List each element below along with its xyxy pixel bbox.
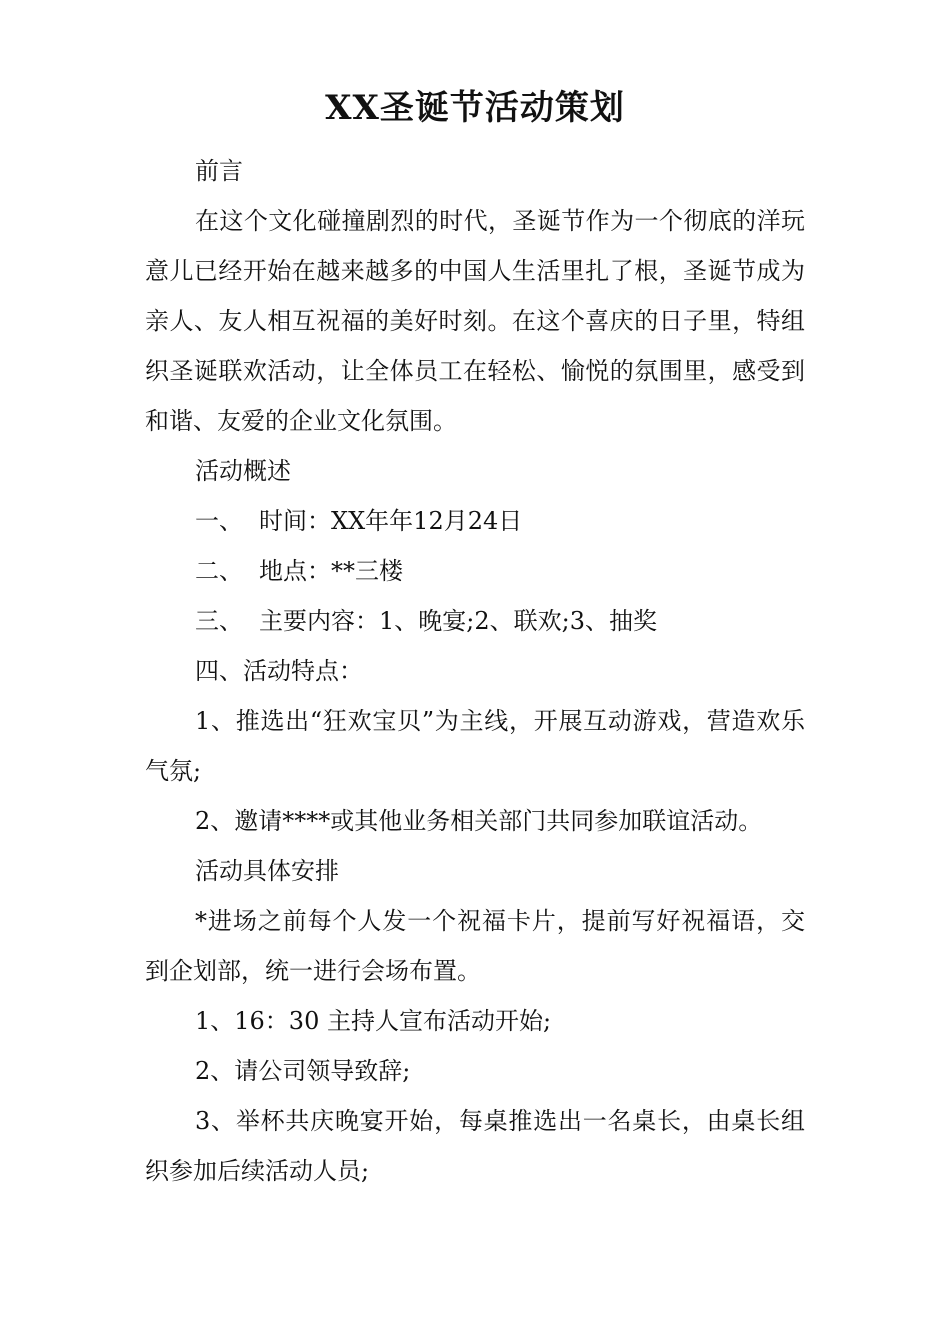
overview-item-label: 三、 xyxy=(195,607,243,635)
section-heading-overview: 活动概述 xyxy=(195,457,291,485)
overview-item-text: 时间：XX年年12月24日 xyxy=(259,507,523,535)
overview-item-location xyxy=(145,546,805,596)
overview-item-text: 地点：**三楼 xyxy=(259,557,403,585)
section-heading-preface: 前言 xyxy=(195,157,243,185)
overview-item-text: 主要内容：1、晚宴;2、联欢;3、抽奖 xyxy=(259,607,657,635)
feature-item-1: 1、推选出“狂欢宝贝”为主线，开展互动游戏，营造欢乐气氛; xyxy=(145,707,805,785)
overview-item-label: 二、 xyxy=(195,557,243,585)
document-body xyxy=(145,146,805,1196)
section-heading-schedule: 活动具体安排 xyxy=(195,857,339,885)
features-heading: 四、活动特点： xyxy=(195,657,363,685)
feature-item-2: 2、邀请****或其他业务相关部门共同参加联谊活动。 xyxy=(195,807,763,835)
schedule-item-3: 3、举杯共庆晚宴开始，每桌推选出一名桌长，由桌长组织参加后续活动人员; xyxy=(145,1107,805,1185)
document-title: XX圣诞节活动策划 xyxy=(325,88,625,128)
overview-item-content xyxy=(145,596,805,646)
preface-paragraph: 在这个文化碰撞剧烈的时代，圣诞节作为一个彻底的洋玩意儿已经开始在越来越多的中国人生活里扎了根，圣诞节成为亲人、友人相互祝福的美好时刻。在这个喜庆的日子里，特组织圣诞联欢活动，让全体员工在轻松、愉悦的氛围里，感受到和谐、友爱的企业文化氛围。 xyxy=(145,207,805,435)
schedule-item-2: 2、请公司领导致辞; xyxy=(195,1057,411,1085)
schedule-note: *进场之前每个人发一个祝福卡片，提前写好祝福语，交到企划部，统一进行会场布置。 xyxy=(145,907,805,985)
overview-item-label: 一、 xyxy=(195,507,243,535)
schedule-item-1: 1、16：30 主持人宣布活动开始; xyxy=(195,1007,552,1035)
overview-item-time xyxy=(145,496,805,546)
